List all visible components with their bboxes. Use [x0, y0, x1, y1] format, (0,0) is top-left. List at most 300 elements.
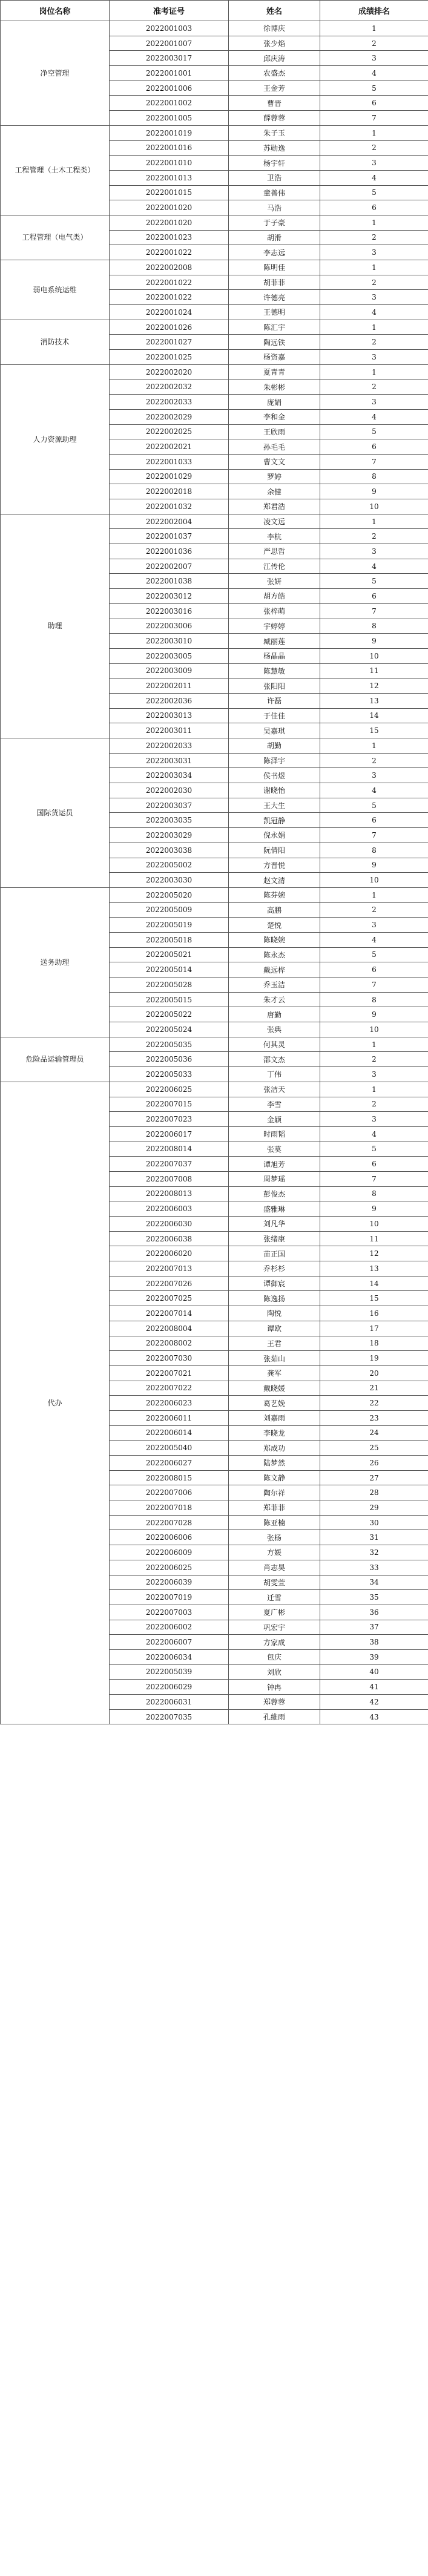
name-cell: 王德明 — [229, 305, 320, 320]
rank-cell: 3 — [320, 1067, 428, 1082]
rank-cell: 7 — [320, 1171, 428, 1186]
name-cell: 胡菲菲 — [229, 275, 320, 290]
table-row — [1, 125, 428, 140]
ticket-number-cell: 2022001007 — [110, 36, 229, 51]
name-cell: 李晓龙 — [229, 1425, 320, 1441]
rank-cell: 7 — [320, 111, 428, 126]
rank-cell: 3 — [320, 395, 428, 410]
ticket-number-cell: 2022003011 — [110, 723, 229, 738]
ticket-number-cell: 2022003012 — [110, 589, 229, 604]
rank-cell: 42 — [320, 1695, 428, 1710]
name-cell: 郑成功 — [229, 1441, 320, 1456]
rank-cell: 2 — [320, 1052, 428, 1067]
name-cell: 张莫 — [229, 1142, 320, 1157]
ticket-number-cell: 2022002036 — [110, 693, 229, 708]
ticket-number-cell: 2022003017 — [110, 51, 229, 66]
ticket-number-cell: 2022006014 — [110, 1425, 229, 1441]
ticket-number-cell: 2022002033 — [110, 738, 229, 754]
rank-cell: 2 — [320, 230, 428, 245]
ticket-number-cell: 2022007030 — [110, 1351, 229, 1366]
name-cell: 迁雪 — [229, 1590, 320, 1605]
rank-cell: 24 — [320, 1425, 428, 1441]
rank-cell: 40 — [320, 1664, 428, 1680]
ticket-number-cell: 2022003009 — [110, 663, 229, 678]
ticket-number-cell: 2022003030 — [110, 873, 229, 888]
name-cell: 丁伟 — [229, 1067, 320, 1082]
ticket-number-cell: 2022001005 — [110, 111, 229, 126]
ticket-number-cell: 2022001036 — [110, 544, 229, 559]
ticket-number-cell: 2022006030 — [110, 1217, 229, 1232]
rank-cell: 6 — [320, 962, 428, 978]
table-row — [1, 738, 428, 754]
rank-cell: 8 — [320, 992, 428, 1007]
header-name: 姓名 — [229, 1, 320, 21]
name-cell: 谢晓怡 — [229, 783, 320, 798]
ticket-number-cell: 2022003034 — [110, 768, 229, 783]
rank-cell: 1 — [320, 1037, 428, 1052]
rank-cell: 38 — [320, 1635, 428, 1650]
rank-cell: 3 — [320, 544, 428, 559]
name-cell: 张少焰 — [229, 36, 320, 51]
position-name-cell: 工程管理（土木工程类） — [1, 125, 110, 215]
name-cell: 江传伦 — [229, 559, 320, 574]
rank-cell: 41 — [320, 1680, 428, 1695]
header-rank: 成绩排名 — [320, 1, 428, 21]
rank-cell: 9 — [320, 1201, 428, 1217]
rank-cell: 10 — [320, 648, 428, 663]
table-row — [1, 215, 428, 230]
name-cell: 戴远桦 — [229, 962, 320, 978]
rank-cell: 3 — [320, 350, 428, 365]
rank-cell: 37 — [320, 1620, 428, 1635]
name-cell: 朱才云 — [229, 992, 320, 1007]
name-cell: 方晋悦 — [229, 858, 320, 873]
rank-cell: 2 — [320, 380, 428, 395]
name-cell: 卫浩 — [229, 170, 320, 185]
position-name-cell: 代办 — [1, 1082, 110, 1724]
name-cell: 陆梦然 — [229, 1456, 320, 1471]
ticket-number-cell: 2022007035 — [110, 1709, 229, 1724]
rank-cell: 2 — [320, 140, 428, 156]
ticket-number-cell: 2022002021 — [110, 439, 229, 455]
rank-cell: 12 — [320, 1246, 428, 1261]
name-cell: 陶尔祥 — [229, 1485, 320, 1500]
name-cell: 杨宇轩 — [229, 156, 320, 171]
table-body — [1, 21, 428, 1724]
rank-cell: 39 — [320, 1649, 428, 1664]
name-cell: 阮倩阳 — [229, 843, 320, 858]
ticket-number-cell: 2022002004 — [110, 514, 229, 529]
ticket-number-cell: 2022007013 — [110, 1261, 229, 1276]
ticket-number-cell: 2022003005 — [110, 648, 229, 663]
ticket-number-cell: 2022007008 — [110, 1171, 229, 1186]
rank-cell: 10 — [320, 1022, 428, 1037]
ticket-number-cell: 2022001029 — [110, 469, 229, 484]
rank-cell: 31 — [320, 1530, 428, 1545]
position-name-cell: 弱电系统运维 — [1, 260, 110, 320]
ticket-number-cell: 2022007021 — [110, 1365, 229, 1381]
name-cell: 胡方皓 — [229, 589, 320, 604]
name-cell: 巩宏宇 — [229, 1620, 320, 1635]
name-cell: 余健 — [229, 484, 320, 499]
name-cell: 李杭 — [229, 529, 320, 544]
ticket-number-cell: 2022005020 — [110, 887, 229, 902]
name-cell: 陈亚楠 — [229, 1515, 320, 1530]
name-cell: 何其灵 — [229, 1037, 320, 1052]
name-cell: 农盛杰 — [229, 66, 320, 81]
ticket-number-cell: 2022005015 — [110, 992, 229, 1007]
ticket-number-cell: 2022007022 — [110, 1381, 229, 1396]
name-cell: 谭御宸 — [229, 1276, 320, 1291]
ticket-number-cell: 2022007037 — [110, 1157, 229, 1172]
ticket-number-cell: 2022001038 — [110, 574, 229, 589]
ticket-number-cell: 2022001020 — [110, 200, 229, 215]
rank-cell: 6 — [320, 589, 428, 604]
rank-cell: 3 — [320, 290, 428, 305]
name-cell: 严思哲 — [229, 544, 320, 559]
ticket-number-cell: 2022001033 — [110, 454, 229, 469]
name-cell: 王大生 — [229, 798, 320, 813]
name-cell: 于佳佳 — [229, 708, 320, 723]
ticket-number-cell: 2022007003 — [110, 1605, 229, 1620]
rank-cell: 11 — [320, 1231, 428, 1246]
ticket-number-cell: 2022003031 — [110, 753, 229, 768]
name-cell: 乔杉杉 — [229, 1261, 320, 1276]
rank-cell: 18 — [320, 1336, 428, 1351]
ticket-number-cell: 2022001002 — [110, 96, 229, 111]
ticket-number-cell: 2022002020 — [110, 364, 229, 380]
rank-cell: 13 — [320, 693, 428, 708]
name-cell: 肖志昊 — [229, 1560, 320, 1575]
rank-cell: 33 — [320, 1560, 428, 1575]
ticket-number-cell: 2022002032 — [110, 380, 229, 395]
rank-cell: 5 — [320, 424, 428, 439]
ticket-number-cell: 2022003038 — [110, 843, 229, 858]
ticket-number-cell: 2022006031 — [110, 1695, 229, 1710]
rank-cell: 4 — [320, 305, 428, 320]
rank-cell: 14 — [320, 1276, 428, 1291]
ticket-number-cell: 2022005039 — [110, 1664, 229, 1680]
ticket-number-cell: 2022006006 — [110, 1530, 229, 1545]
rank-cell: 27 — [320, 1470, 428, 1485]
rank-cell: 20 — [320, 1365, 428, 1381]
rank-cell: 8 — [320, 469, 428, 484]
name-cell: 包庆 — [229, 1649, 320, 1664]
position-name-cell: 送务助理 — [1, 887, 110, 1037]
table-row — [1, 1082, 428, 1097]
rank-cell: 5 — [320, 574, 428, 589]
name-cell: 凌文远 — [229, 514, 320, 529]
rank-cell: 2 — [320, 902, 428, 918]
name-cell: 夏广彬 — [229, 1605, 320, 1620]
name-cell: 谭旭芳 — [229, 1157, 320, 1172]
name-cell: 陈泽宇 — [229, 753, 320, 768]
ticket-number-cell: 2022005035 — [110, 1037, 229, 1052]
ticket-number-cell: 2022001022 — [110, 245, 229, 260]
rank-cell: 1 — [320, 887, 428, 902]
name-cell: 于子豪 — [229, 215, 320, 230]
name-cell: 盛雅琳 — [229, 1201, 320, 1217]
rank-cell: 4 — [320, 66, 428, 81]
rank-cell: 3 — [320, 918, 428, 933]
name-cell: 戴晓媛 — [229, 1381, 320, 1396]
rank-cell: 23 — [320, 1410, 428, 1425]
rank-cell: 10 — [320, 1217, 428, 1232]
ticket-number-cell: 2022002011 — [110, 678, 229, 694]
ticket-number-cell: 2022006002 — [110, 1620, 229, 1635]
table-row — [1, 21, 428, 36]
rank-cell: 13 — [320, 1261, 428, 1276]
ticket-number-cell: 2022008015 — [110, 1470, 229, 1485]
ticket-number-cell: 2022008013 — [110, 1186, 229, 1201]
rank-cell: 8 — [320, 1186, 428, 1201]
rank-cell: 22 — [320, 1396, 428, 1411]
name-cell: 倪永娟 — [229, 828, 320, 843]
name-cell: 童善伟 — [229, 185, 320, 200]
rank-cell: 9 — [320, 1007, 428, 1022]
name-cell: 陈文静 — [229, 1470, 320, 1485]
ticket-number-cell: 2022006020 — [110, 1246, 229, 1261]
name-cell: 王金芳 — [229, 80, 320, 96]
name-cell: 陶远铁 — [229, 335, 320, 350]
rank-cell: 15 — [320, 723, 428, 738]
ticket-number-cell: 2022001010 — [110, 156, 229, 171]
name-cell: 刘凡华 — [229, 1217, 320, 1232]
name-cell: 郑君浩 — [229, 499, 320, 514]
rank-cell: 12 — [320, 678, 428, 694]
ticket-number-cell: 2022002025 — [110, 424, 229, 439]
name-cell: 侯书煜 — [229, 768, 320, 783]
table-row — [1, 514, 428, 529]
rank-cell: 2 — [320, 1097, 428, 1112]
ticket-number-cell: 2022005014 — [110, 962, 229, 978]
header-ticket-number: 准考证号 — [110, 1, 229, 21]
rank-cell: 3 — [320, 156, 428, 171]
rank-cell: 7 — [320, 603, 428, 619]
name-cell: 杨资嘉 — [229, 350, 320, 365]
ticket-number-cell: 2022001016 — [110, 140, 229, 156]
ticket-number-cell: 2022007015 — [110, 1097, 229, 1112]
name-cell: 张梓萌 — [229, 603, 320, 619]
rank-cell: 35 — [320, 1590, 428, 1605]
ticket-number-cell: 2022005019 — [110, 918, 229, 933]
ticket-number-cell: 2022006017 — [110, 1126, 229, 1142]
rank-cell: 32 — [320, 1545, 428, 1560]
rank-cell: 1 — [320, 1082, 428, 1097]
rank-cell: 3 — [320, 1112, 428, 1127]
position-name-cell: 消防技术 — [1, 320, 110, 364]
rank-cell: 36 — [320, 1605, 428, 1620]
rank-cell: 1 — [320, 364, 428, 380]
name-cell: 郑菲菲 — [229, 1500, 320, 1516]
name-cell: 张阳阳 — [229, 678, 320, 694]
name-cell: 陈永杰 — [229, 947, 320, 962]
name-cell: 臧丽莲 — [229, 634, 320, 649]
ticket-number-cell: 2022008004 — [110, 1321, 229, 1336]
rank-cell: 6 — [320, 813, 428, 828]
rank-cell: 11 — [320, 663, 428, 678]
rank-cell: 5 — [320, 947, 428, 962]
rank-cell: 3 — [320, 245, 428, 260]
rank-cell: 6 — [320, 96, 428, 111]
name-cell: 薛蓉蓉 — [229, 111, 320, 126]
name-cell: 刘欣 — [229, 1664, 320, 1680]
ticket-number-cell: 2022005022 — [110, 1007, 229, 1022]
ticket-number-cell: 2022001024 — [110, 305, 229, 320]
name-cell: 陈汇宇 — [229, 320, 320, 335]
ticket-number-cell: 2022007014 — [110, 1306, 229, 1321]
rank-cell: 25 — [320, 1441, 428, 1456]
name-cell: 方家成 — [229, 1635, 320, 1650]
ticket-number-cell: 2022006025 — [110, 1560, 229, 1575]
ticket-number-cell: 2022002030 — [110, 783, 229, 798]
ticket-number-cell: 2022006007 — [110, 1635, 229, 1650]
rank-cell: 4 — [320, 783, 428, 798]
position-name-cell: 助理 — [1, 514, 110, 738]
header-position: 岗位名称 — [1, 1, 110, 21]
name-cell: 夏青青 — [229, 364, 320, 380]
rank-cell: 1 — [320, 21, 428, 36]
rank-cell: 5 — [320, 185, 428, 200]
ticket-number-cell: 2022007028 — [110, 1515, 229, 1530]
ticket-number-cell: 2022006027 — [110, 1456, 229, 1471]
ticket-number-cell: 2022001026 — [110, 320, 229, 335]
name-cell: 方媛 — [229, 1545, 320, 1560]
rank-cell: 28 — [320, 1485, 428, 1500]
name-cell: 陶悦 — [229, 1306, 320, 1321]
name-cell: 朱子玉 — [229, 125, 320, 140]
ticket-number-cell: 2022008002 — [110, 1336, 229, 1351]
ticket-number-cell: 2022001025 — [110, 350, 229, 365]
ticket-number-cell: 2022007023 — [110, 1112, 229, 1127]
ticket-number-cell: 2022005024 — [110, 1022, 229, 1037]
rank-cell: 2 — [320, 275, 428, 290]
rank-cell: 4 — [320, 1126, 428, 1142]
rank-cell: 8 — [320, 843, 428, 858]
ticket-number-cell: 2022001013 — [110, 170, 229, 185]
name-cell: 张妍 — [229, 574, 320, 589]
name-cell: 时雨韬 — [229, 1126, 320, 1142]
ticket-number-cell: 2022006009 — [110, 1545, 229, 1560]
ticket-number-cell: 2022005033 — [110, 1067, 229, 1082]
ticket-number-cell: 2022006029 — [110, 1680, 229, 1695]
ticket-number-cell: 2022006011 — [110, 1410, 229, 1425]
ticket-number-cell: 2022003006 — [110, 619, 229, 634]
name-cell: 胡雯萱 — [229, 1575, 320, 1590]
ticket-number-cell: 2022006003 — [110, 1201, 229, 1217]
ticket-number-cell: 2022005028 — [110, 978, 229, 993]
name-cell: 庞娟 — [229, 395, 320, 410]
rank-cell: 6 — [320, 1157, 428, 1172]
rank-cell: 9 — [320, 858, 428, 873]
ticket-number-cell: 2022003037 — [110, 798, 229, 813]
rank-cell: 5 — [320, 80, 428, 96]
position-name-cell: 危险品运输管理员 — [1, 1037, 110, 1082]
name-cell: 曹文文 — [229, 454, 320, 469]
rank-cell: 16 — [320, 1306, 428, 1321]
name-cell: 张典 — [229, 1022, 320, 1037]
ticket-number-cell: 2022006025 — [110, 1082, 229, 1097]
name-cell: 乔玉洁 — [229, 978, 320, 993]
ticket-number-cell: 2022001001 — [110, 66, 229, 81]
ticket-number-cell: 2022006039 — [110, 1575, 229, 1590]
name-cell: 徐博庆 — [229, 21, 320, 36]
ticket-number-cell: 2022002008 — [110, 260, 229, 275]
ticket-number-cell: 2022001032 — [110, 499, 229, 514]
ticket-number-cell: 2022002033 — [110, 395, 229, 410]
name-cell: 曹晋 — [229, 96, 320, 111]
name-cell: 楚悦 — [229, 918, 320, 933]
name-cell: 高鹏 — [229, 902, 320, 918]
ticket-number-cell: 2022002007 — [110, 559, 229, 574]
header-row — [1, 1, 428, 21]
name-cell: 邵文杰 — [229, 1052, 320, 1067]
rank-cell: 5 — [320, 1142, 428, 1157]
name-cell: 马浩 — [229, 200, 320, 215]
name-cell: 陈芬婉 — [229, 887, 320, 902]
name-cell: 王君 — [229, 1336, 320, 1351]
name-cell: 陈晓婉 — [229, 932, 320, 947]
name-cell: 陈明佳 — [229, 260, 320, 275]
name-cell: 苗正国 — [229, 1246, 320, 1261]
name-cell: 苏勋逸 — [229, 140, 320, 156]
rank-cell: 6 — [320, 439, 428, 455]
rank-cell: 3 — [320, 768, 428, 783]
rank-cell: 4 — [320, 409, 428, 424]
rank-cell: 43 — [320, 1709, 428, 1724]
name-cell: 许德亮 — [229, 290, 320, 305]
name-cell: 李雪 — [229, 1097, 320, 1112]
rank-cell: 14 — [320, 708, 428, 723]
ticket-number-cell: 2022001022 — [110, 275, 229, 290]
rank-cell: 34 — [320, 1575, 428, 1590]
rank-cell: 6 — [320, 200, 428, 215]
name-cell: 彭俊杰 — [229, 1186, 320, 1201]
name-cell: 吴嘉琪 — [229, 723, 320, 738]
rank-cell: 9 — [320, 634, 428, 649]
rank-cell: 8 — [320, 619, 428, 634]
ticket-number-cell: 2022003010 — [110, 634, 229, 649]
rank-cell: 21 — [320, 1381, 428, 1396]
name-cell: 金颖 — [229, 1112, 320, 1127]
rank-cell: 1 — [320, 215, 428, 230]
ticket-number-cell: 2022005009 — [110, 902, 229, 918]
rank-cell: 1 — [320, 320, 428, 335]
ticket-number-cell: 2022007018 — [110, 1500, 229, 1516]
name-cell: 张杨 — [229, 1530, 320, 1545]
table-row — [1, 364, 428, 380]
ticket-number-cell: 2022007019 — [110, 1590, 229, 1605]
name-cell: 胡滑 — [229, 230, 320, 245]
rank-cell: 30 — [320, 1515, 428, 1530]
rank-cell: 19 — [320, 1351, 428, 1366]
position-name-cell: 净空管理 — [1, 21, 110, 126]
name-cell: 谭欧 — [229, 1321, 320, 1336]
name-cell: 赵文清 — [229, 873, 320, 888]
ticket-number-cell: 2022001019 — [110, 125, 229, 140]
rank-cell: 2 — [320, 753, 428, 768]
name-cell: 龚军 — [229, 1365, 320, 1381]
rank-cell: 4 — [320, 932, 428, 947]
name-cell: 葛艺娩 — [229, 1396, 320, 1411]
ticket-number-cell: 2022001037 — [110, 529, 229, 544]
ticket-number-cell: 2022006034 — [110, 1649, 229, 1664]
name-cell: 王欣雨 — [229, 424, 320, 439]
name-cell: 凯冠静 — [229, 813, 320, 828]
name-cell: 宇婷婷 — [229, 619, 320, 634]
rank-cell: 29 — [320, 1500, 428, 1516]
name-cell: 杨晶晶 — [229, 648, 320, 663]
